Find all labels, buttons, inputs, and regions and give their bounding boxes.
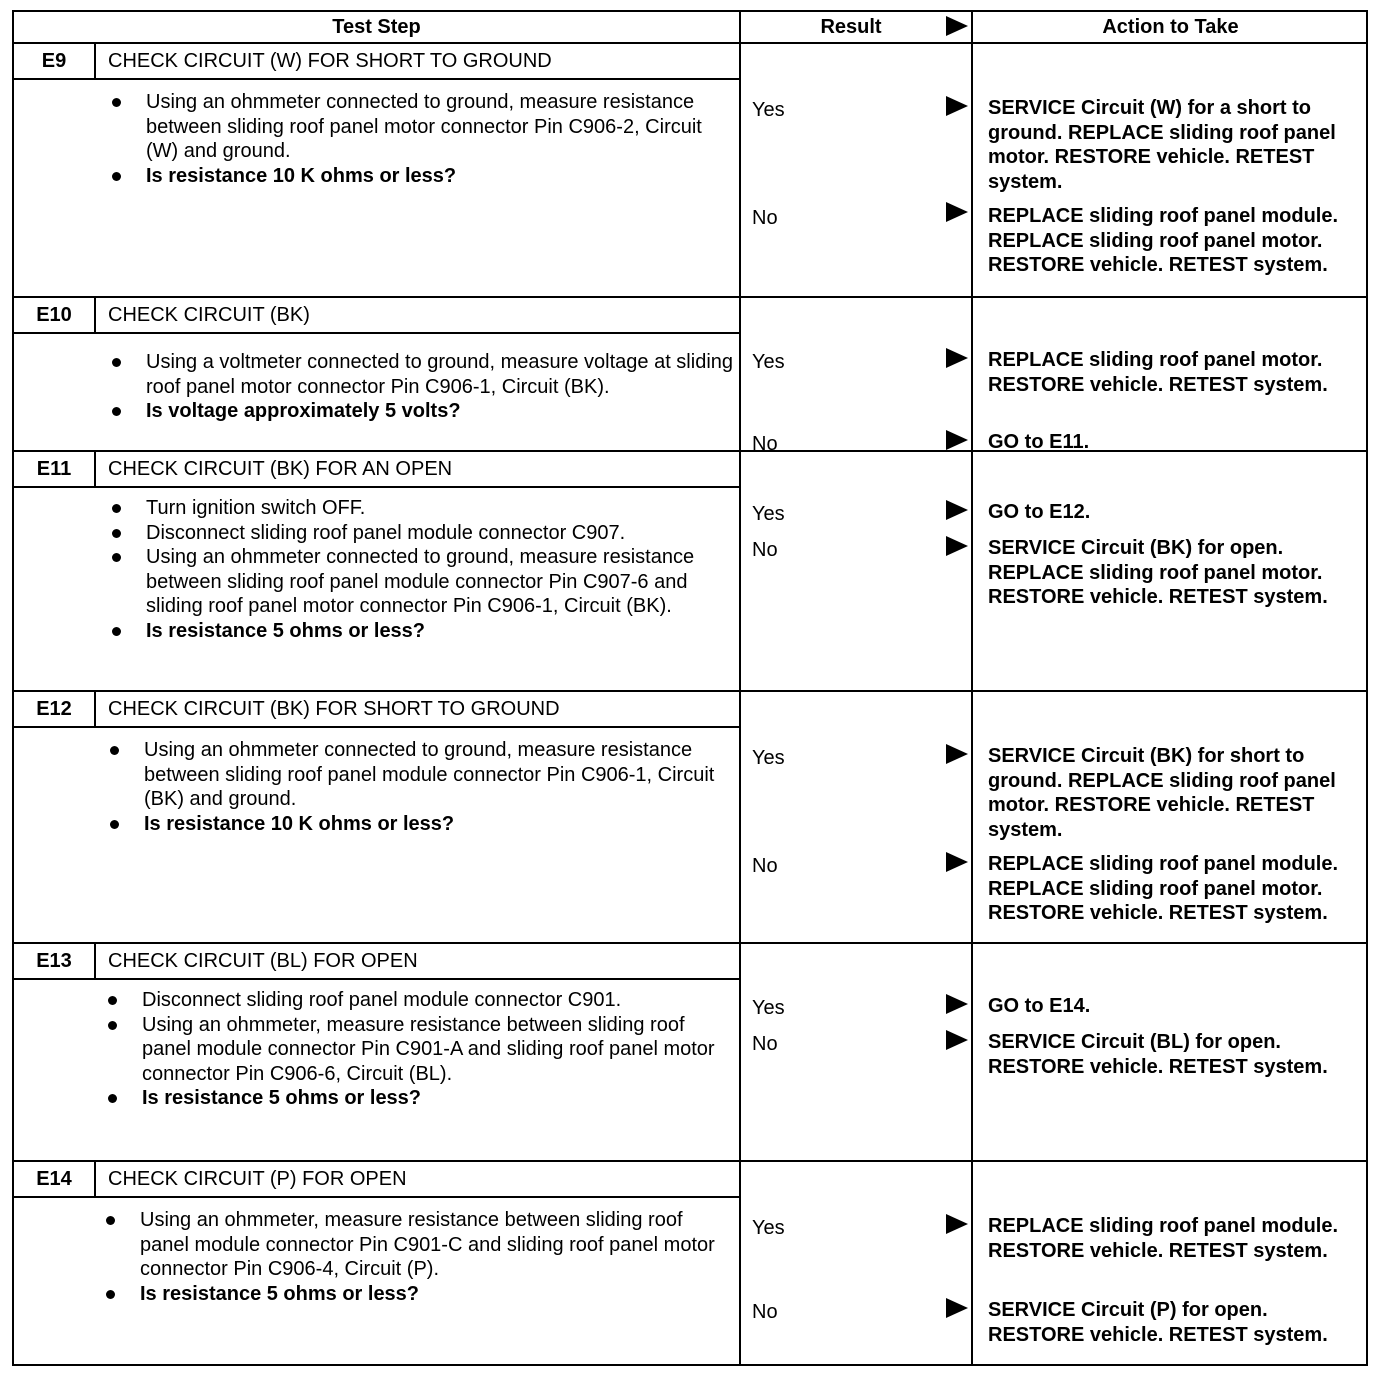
instruction-item: Disconnect sliding roof panel module connector C907.: [106, 521, 736, 546]
result-yes: Yes: [752, 99, 785, 121]
result-yes: Yes: [752, 1217, 785, 1239]
result-no: No: [752, 207, 778, 229]
action-no: SERVICE Circuit (BK) for open. REPLACE sliding roof panel motor. RESTORE vehicle. RETEST system.: [988, 537, 1328, 608]
step-heading: [14, 44, 739, 80]
arrow-icon: [946, 500, 968, 520]
instruction-question: Is resistance 5 ohms or less?: [106, 619, 736, 644]
step-row: [14, 452, 1366, 692]
step-instructions: [106, 90, 736, 188]
step-heading: [14, 298, 739, 334]
arrow-icon: [946, 1030, 968, 1050]
result-yes: Yes: [752, 997, 785, 1019]
instruction-item: Using a voltmeter connected to ground, measure voltage at sliding roof panel motor connector Pin C906-1, Circuit (BK).: [106, 350, 736, 399]
instruction-question: Is resistance 10 K ohms or less?: [104, 812, 734, 837]
arrow-icon: [946, 1298, 968, 1318]
arrow-icon: [946, 1214, 968, 1234]
instruction-item: Using an ohmmeter connected to ground, measure resistance between sliding roof panel module connector Pin C906-1, Circuit (BK) and ground.: [104, 738, 734, 812]
result-no: No: [752, 1033, 778, 1055]
step-row: [14, 44, 1366, 298]
step-id: E9: [14, 44, 96, 78]
result-no: No: [752, 855, 778, 877]
instruction-question: Is voltage approximately 5 volts?: [106, 399, 736, 424]
instruction-question: Is resistance 5 ohms or less?: [100, 1282, 730, 1307]
step-instructions: [100, 1208, 730, 1306]
action-no: REPLACE sliding roof panel module. REPLACE sliding roof panel motor. RESTORE vehicle. RETEST system.: [988, 853, 1339, 924]
result-no: No: [752, 1301, 778, 1323]
step-instructions: [102, 988, 732, 1111]
diagnostic-table: [12, 10, 1368, 1366]
header-result: Result: [820, 16, 882, 38]
header-arrow-icon: [946, 16, 968, 36]
instruction-item: Disconnect sliding roof panel module connector C901.: [102, 988, 732, 1013]
action-yes: SERVICE Circuit (BK) for short to ground. REPLACE sliding roof panel motor. RESTORE vehicle. RETEST system.: [988, 745, 1336, 841]
step-title: CHECK CIRCUIT (BK) FOR AN OPEN: [108, 458, 453, 480]
result-yes: Yes: [752, 351, 785, 373]
arrow-icon: [946, 202, 968, 222]
action-no: SERVICE Circuit (P) for open. RESTORE vehicle. RETEST system.: [988, 1299, 1328, 1346]
instruction-item: Turn ignition switch OFF.: [106, 496, 736, 521]
instruction-item: Using an ohmmeter connected to ground, measure resistance between sliding roof panel module connector Pin C907-6 and sliding roof panel motor connector Pin C906-1, Circuit (BK).: [106, 545, 736, 619]
step-id: E11: [14, 452, 96, 486]
instruction-question: Is resistance 5 ohms or less?: [102, 1086, 732, 1111]
arrow-icon: [946, 994, 968, 1014]
step-row: [14, 692, 1366, 944]
action-yes: GO to E12.: [988, 501, 1091, 523]
arrow-icon: [946, 744, 968, 764]
arrow-icon: [946, 430, 968, 450]
instruction-question: Is resistance 10 K ohms or less?: [106, 164, 736, 189]
header-test-step: Test Step: [332, 16, 421, 38]
action-yes: SERVICE Circuit (W) for a short to ground. REPLACE sliding roof panel motor. RESTORE vehicle. RETEST system.: [988, 97, 1336, 193]
instruction-item: Using an ohmmeter connected to ground, measure resistance between sliding roof panel motor connector Pin C906-2, Circuit (W) and ground.: [106, 90, 736, 164]
action-yes: REPLACE sliding roof panel module. RESTORE vehicle. RETEST system.: [988, 1215, 1339, 1262]
arrow-icon: [946, 536, 968, 556]
action-yes: REPLACE sliding roof panel motor. RESTORE vehicle. RETEST system.: [988, 349, 1328, 396]
instruction-item: Using an ohmmeter, measure resistance between sliding roof panel module connector Pin C901-A and sliding roof panel motor connector Pin C906-6, Circuit (BL).: [102, 1013, 732, 1087]
instruction-item: Using an ohmmeter, measure resistance between sliding roof panel module connector Pin C901-C and sliding roof panel motor connector Pin C906-4, Circuit (P).: [100, 1208, 730, 1282]
step-id: E10: [14, 298, 96, 332]
action-no: REPLACE sliding roof panel module. REPLACE sliding roof panel motor. RESTORE vehicle. RETEST system.: [988, 205, 1339, 276]
table-header: [14, 12, 1366, 44]
result-no: No: [752, 539, 778, 561]
header-action: Action to Take: [1102, 16, 1239, 38]
result-yes: Yes: [752, 503, 785, 525]
step-id: E13: [14, 944, 96, 978]
step-heading: [14, 452, 739, 488]
step-title: CHECK CIRCUIT (BL) FOR OPEN: [108, 950, 418, 972]
step-row: [14, 944, 1366, 1162]
arrow-icon: [946, 348, 968, 368]
step-heading: [14, 1162, 739, 1198]
step-id: E14: [14, 1162, 96, 1196]
step-id: E12: [14, 692, 96, 726]
step-title: CHECK CIRCUIT (BK) FOR SHORT TO GROUND: [108, 698, 560, 720]
step-instructions: [106, 350, 736, 424]
action-yes: GO to E14.: [988, 995, 1091, 1017]
action-no: SERVICE Circuit (BL) for open. RESTORE vehicle. RETEST system.: [988, 1031, 1328, 1078]
step-title: CHECK CIRCUIT (W) FOR SHORT TO GROUND: [108, 50, 552, 72]
step-row: [14, 298, 1366, 455]
action-no: GO to E11.: [988, 431, 1090, 453]
step-instructions: [106, 496, 736, 643]
result-yes: Yes: [752, 747, 785, 769]
step-instructions: [104, 738, 734, 836]
step-title: CHECK CIRCUIT (BK): [108, 304, 310, 326]
result-no: No: [752, 433, 778, 455]
step-row: [14, 1162, 1366, 1364]
arrow-icon: [946, 96, 968, 116]
arrow-icon: [946, 852, 968, 872]
step-heading: [14, 692, 739, 728]
step-heading: [14, 944, 739, 980]
step-title: CHECK CIRCUIT (P) FOR OPEN: [108, 1168, 407, 1190]
